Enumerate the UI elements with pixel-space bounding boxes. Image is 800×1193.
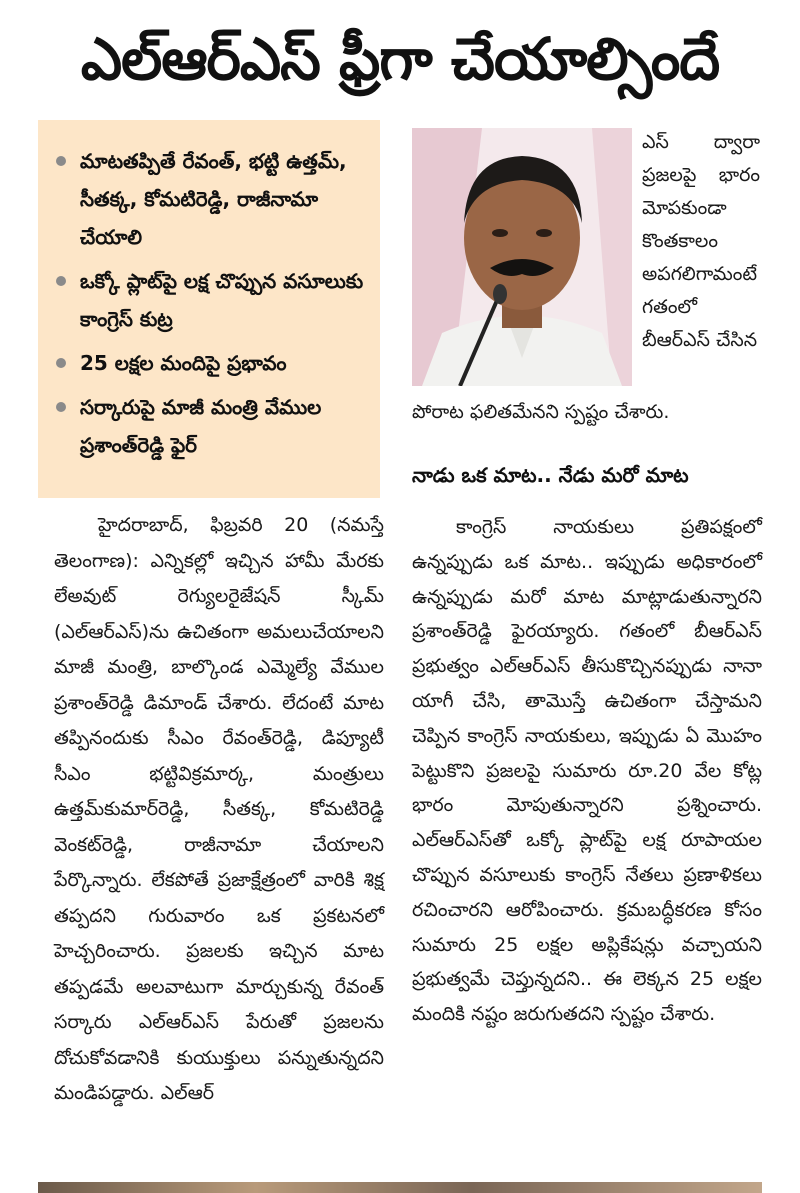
highlight-item	[56, 388, 366, 464]
highlight-text: సర్కారుపై మాజీ మంత్రి వేముల ప్రశాంత్‌రెడ్డి ఫైర్‌	[80, 395, 322, 457]
bullet-icon	[56, 156, 66, 166]
portrait-image	[412, 128, 632, 386]
bullet-icon	[56, 402, 66, 412]
wrap-text-tail: పోరాట ఫలితమేనని స్పష్టం చేశారు.	[412, 401, 670, 423]
highlight-text: మాటతప్పితే రేవంత్‌, భట్టి ఉత్తమ్‌, సీతక్క, కోమటిరెడ్డి, రాజీనామా చేయాలి	[80, 149, 347, 249]
wrap-text-beside-photo: ఎస్‌ ద్వారా ప్రజలపై భారం మోపకుండా కొంతకాలం అపగలిగామంటే గతంలో బీఆర్‌ఎస్‌ చేసిన	[642, 131, 760, 351]
right-article-column	[412, 510, 762, 1032]
highlight-item	[56, 344, 366, 382]
bullet-icon	[56, 358, 66, 368]
highlights-box	[38, 120, 380, 498]
article-body-right: కాంగ్రెస్‌ నాయకులు ప్రతిపక్షంలో ఉన్నప్పుడు ఒక మాట.. ఇప్పుడు అధికారంలో ఉన్నప్పుడు మరో మాట మాట్లాడుతున్నారని ప్రశాంత్‌రెడ్డి ఫైరయ్యారు. గతంలో బీఆర్‌ఎస్‌ ప్రభుత్వం ఎల్‌ఆర్‌ఎస్‌ తీసుకొచ్చినప్పుడు నానా యాగీ చేసి, తామొస్తే ఉచితంగా చేస్తామని చెప్పిన కాంగ్రెస్‌ నాయకులు, ఇప్పుడు ఏ మొహం పెట్టుకొని ప్రజలపై సుమారు రూ.20 వేల కోట్ల భారం మోపుతున్నారని ప్రశ్నించారు. ఎల్‌ఆర్‌ఎస్‌తో ఒక్కో ప్లాట్‌పై లక్ష రూపాయల చొప్పున వసూలుకు కాంగ్రెస్‌ నేతలు ప్రణాళికలు రచించారని ఆరోపించారు. క్రమబద్ధీకరణ కోసం సుమారు 25 లక్షల అప్లికేషన్లు వచ్చాయని ప్రభుత్వమే చెప్తున్నదని.. ఈ లెక్కన 25 లక్షల మందికి నష్టం జరుగుతదని స్పష్టం చేశారు.	[412, 516, 762, 1026]
headline: ఎల్‌ఆర్‌ఎస్‌ ఫ్రీగా చేయాల్సిందే	[80, 25, 720, 93]
left-article-column	[54, 508, 384, 1112]
politician-photo	[412, 128, 632, 386]
highlight-text: ఒక్కో ప్లాట్‌పై లక్ష చొప్పున వసూలుకు కాంగ్రెస్‌ కుట్ర	[80, 269, 364, 331]
next-article-image-strip	[38, 1182, 762, 1193]
highlight-item	[56, 142, 366, 256]
highlight-item	[56, 262, 366, 338]
article-body-left: హైదరాబాద్‌, ఫిబ్రవరి 20 (నమస్తే తెలంగాణ): ఎన్నికల్లో ఇచ్చిన హామీ మేరకు లేఅవుట్‌ రెగ్యులరైజేషన్‌ స్కీమ్‌ (ఎల్‌ఆర్‌ఎస్‌)ను ఉచితంగా అమలుచేయాలని మాజీ మంత్రి, బాల్కొండ ఎమ్మెల్యే వేముల ప్రశాంత్‌రెడ్డి డిమాండ్‌ చేశారు. లేదంటే మాట తప్పినందుకు సీఎం రేవంత్‌రెడ్డి, డిప్యూటీ సీఎం భట్టివిక్రమార్క, మంత్రులు ఉత్తమ్‌కుమార్‌రెడ్డి, సీతక్క, కోమటిరెడ్డి వెంకట్‌రెడ్డి, రాజీనామా చేయాలని పేర్కొన్నారు. లేకపోతే ప్రజాక్షేత్రంలో వారికి శిక్ష తప్పదని గురువారం ఒక ప్రకటనలో హెచ్చరించారు. ప్రజలకు ఇచ్చిన మాట తప్పడమే అలవాటుగా మార్చుకున్న రేవంత్‌ సర్కారు ఎల్‌ఆర్‌ఎస్‌ పేరుతో ప్రజలను దోచుకోవడానికి కుయుక్తులు పన్నుతున్నదని మండిపడ్డారు. ఎల్‌ఆర్‌	[54, 514, 384, 1104]
subheading: నాడు ఒక మాట.. నేడు మరో మాట	[412, 463, 689, 487]
highlight-text: 25 లక్షల మందిపై ప్రభావం	[80, 351, 287, 375]
bullet-icon	[56, 276, 66, 286]
